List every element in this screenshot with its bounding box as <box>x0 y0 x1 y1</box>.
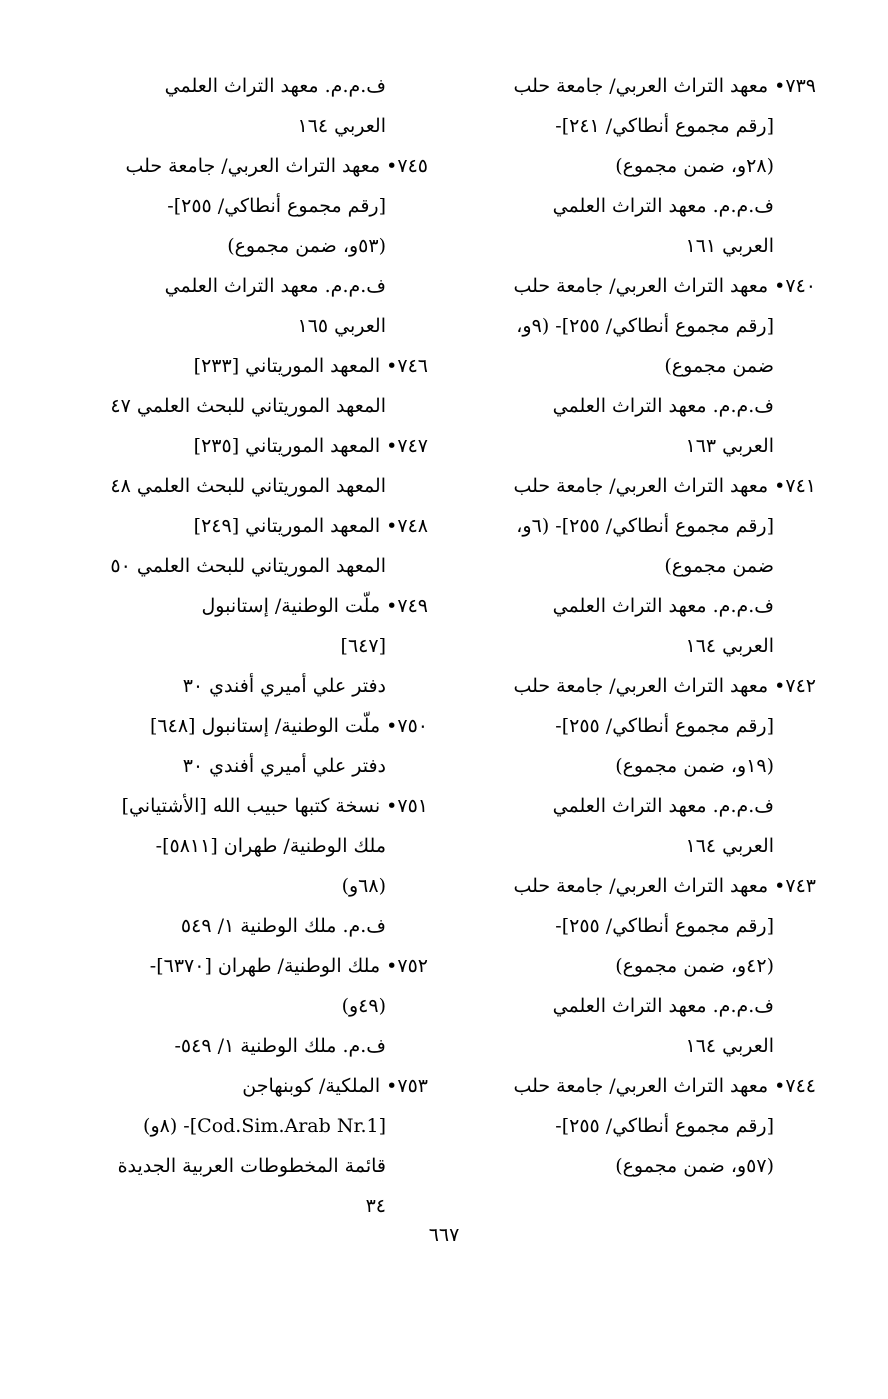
entry-detail-line: العربي ١٦٤ <box>297 115 386 137</box>
entry-heading-line: ٧٤٦• المعهد الموريتاني [٢٣٣] <box>193 355 428 377</box>
entry-detail-line: ٣٤ <box>365 1195 386 1217</box>
entry-detail-line: [رقم مجموع أنطاكي/ ٢٥٥]- <box>555 1115 774 1137</box>
entry-detail-line: دفتر علي أميري أفندي ٣٠ <box>182 675 386 697</box>
entry-detail-line: ف.م. ملك الوطنية ١/ ٥٤٩ <box>180 915 386 937</box>
entry-detail-line: ضمن مجموع) <box>664 355 774 377</box>
entry-detail-line: ف.م.م. معهد التراث العلمي <box>164 275 386 297</box>
entry-detail-line: العربي ١٦٤ <box>685 835 774 857</box>
entry-heading-line: ٧٥٢• ملك الوطنية/ طهران [٦٣٧٠]- <box>149 955 428 977</box>
entry-heading-line: ٧٣٩• معهد التراث العربي/ جامعة حلب <box>513 75 816 97</box>
entry-detail-line: المعهد الموريتاني للبحث العلمي ٤٧ <box>110 395 386 417</box>
entry-heading-line: ٧٤٥• معهد التراث العربي/ جامعة حلب <box>125 155 428 177</box>
entry-detail-line: ف.م.م. معهد التراث العلمي <box>164 75 386 97</box>
entry-heading-line: ٧٤٨• المعهد الموريتاني [٢٤٩] <box>193 515 428 537</box>
entry-detail-line: ف.م.م. معهد التراث العلمي <box>552 795 774 817</box>
page-number: ٦٦٧ <box>428 1224 460 1246</box>
entry-detail-line: ملك الوطنية/ طهران [٥٨١١]- <box>155 835 386 857</box>
entry-heading-line: ٧٥٣• الملكية/ كوبنهاجن <box>242 1075 428 1097</box>
entry-detail-line: [رقم مجموع أنطاكي/ ٢٥٥]- <box>555 915 774 937</box>
entry-detail-line: [رقم مجموع أنطاكي/ ٢٥٥]- (٩و، <box>516 315 774 337</box>
entry-detail-line: قائمة المخطوطات العربية الجديدة <box>117 1155 386 1177</box>
entry-heading-line: ٧٤١• معهد التراث العربي/ جامعة حلب <box>513 475 816 497</box>
entry-detail-line: [رقم مجموع أنطاكي/ ٢٥٥]- (٦و، <box>516 515 774 537</box>
right-column <box>456 66 816 1186</box>
entry-detail-line: ف.م.م. معهد التراث العلمي <box>552 395 774 417</box>
entry-detail-line: (٥٧و، ضمن مجموع) <box>615 1155 774 1177</box>
entry-detail-line: (٢٨و، ضمن مجموع) <box>615 155 774 177</box>
entry-detail-line: المعهد الموريتاني للبحث العلمي ٤٨ <box>110 475 386 497</box>
entry-detail-line: [رقم مجموع أنطاكي/ ٢٥٥]- <box>555 715 774 737</box>
entry-detail-line: (٦٨و) <box>341 875 386 897</box>
left-column <box>68 66 428 1226</box>
entry-detail-line: [رقم مجموع أنطاكي/ ٢٥٥]- <box>167 195 386 217</box>
entry-heading-line: ٧٤٠• معهد التراث العربي/ جامعة حلب <box>513 275 816 297</box>
entry-heading-line: ٧٤٧• المعهد الموريتاني [٢٣٥] <box>193 435 428 457</box>
entry-detail-line: (٥٣و، ضمن مجموع) <box>227 235 386 257</box>
entry-heading-line: ٧٤٣• معهد التراث العربي/ جامعة حلب <box>513 875 816 897</box>
entry-detail-line: [٦٤٧] <box>340 635 386 657</box>
entry-detail-line: ف.م.م. معهد التراث العلمي <box>552 195 774 217</box>
entry-detail-line: [رقم مجموع أنطاكي/ ٢٤١]- <box>555 115 774 137</box>
entry-detail-line: ضمن مجموع) <box>664 555 774 577</box>
entry-detail-line: (١٩و، ضمن مجموع) <box>615 755 774 777</box>
entry-detail-line: ف.م. ملك الوطنية ١/ ٥٤٩- <box>174 1035 386 1057</box>
entry-detail-line: العربي ١٦١ <box>685 235 774 257</box>
entry-detail-line: المعهد الموريتاني للبحث العلمي ٥٠ <box>110 555 386 577</box>
entry-detail-line: (٤٩و) <box>341 995 386 1017</box>
entry-heading-line: ٧٤٢• معهد التراث العربي/ جامعة حلب <box>513 675 816 697</box>
entry-detail-line: العربي ١٦٤ <box>685 635 774 657</box>
entry-detail-line: ف.م.م. معهد التراث العلمي <box>552 595 774 617</box>
entry-heading-line: ٧٥٠• ملّت الوطنية/ إستانبول [٦٤٨] <box>150 715 428 737</box>
entry-detail-line: العربي ١٦٥ <box>297 315 386 337</box>
entry-heading-line: ٧٤٤• معهد التراث العربي/ جامعة حلب <box>513 1075 816 1097</box>
entry-detail-line: (٤٢و، ضمن مجموع) <box>615 955 774 977</box>
entry-detail-line: العربي ١٦٣ <box>685 435 774 457</box>
entry-heading-line: ٧٤٩• ملّت الوطنية/ إستانبول <box>201 595 428 617</box>
entry-detail-line: [Cod.Sim.Arab Nr.1]- (٨و) <box>143 1115 386 1137</box>
entry-detail-line: العربي ١٦٤ <box>685 1035 774 1057</box>
entry-detail-line: ف.م.م. معهد التراث العلمي <box>552 995 774 1017</box>
entry-heading-line: ٧٥١• نسخة كتبها حبيب الله [الأشتياني] <box>121 795 428 817</box>
entry-detail-line: دفتر علي أميري أفندي ٣٠ <box>182 755 386 777</box>
